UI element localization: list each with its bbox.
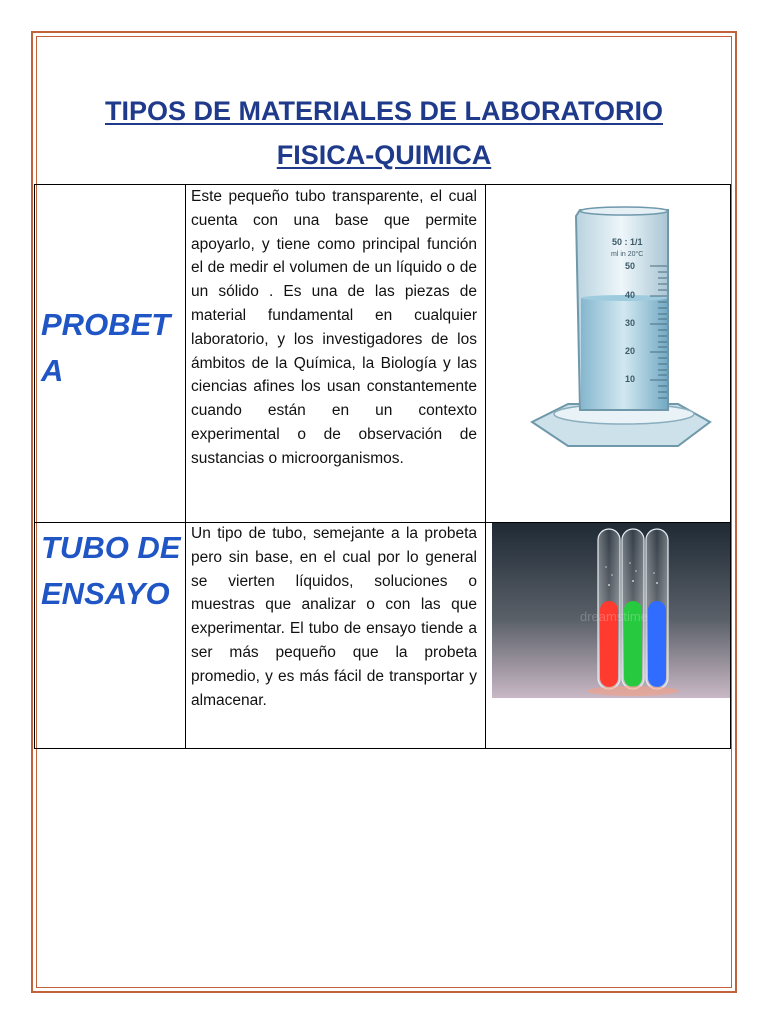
table-border-bottom [34,748,731,749]
table-col-divider-2 [485,184,486,749]
graduated-cylinder-image [528,200,713,455]
tick-label: 20 [625,346,636,356]
page-border-inner [36,36,732,988]
table-border-right [730,184,731,749]
description-probeta: Este pequeño tubo transparente, el cual cuenta con una base que permite apoyarlo, y tiene como principal función el de medir el volumen de un líquido o de un sólido . Es una de las piezas de material fundamental en cualquier laboratorio, y los investigadores de los ámbitos de la Química, la Biología y las ciencias afines los usan constantemente cuando están en un contexto experimental o de observación de sustancias o microorganismos. [191,188,477,467]
description-tubo-de-ensayo: Un tipo de tubo, semejante a la probeta pero sin base, en el cual por lo general se vierten líquidos, soluciones o muestras que analizar o con las que experimentar. El tubo de ensayo tiende a ser más pequeño que la probeta promedio, y es más fácil de transportar y almacenar. [191,525,477,709]
tube-liquid [648,601,666,687]
cylinder-sublabel: ml in 20°C [611,251,644,258]
graduated-cylinder-icon [528,200,713,455]
test-tubes-image [492,523,730,698]
page-title-line1: TIPOS DE MATERIALES DE LABORATORIO [104,96,664,126]
table-col-divider-1 [185,184,186,749]
term-line1: TUBO DE [41,530,181,565]
tick-label: 30 [625,318,636,328]
term-line1: PROBET [41,307,171,342]
term-line2: A [41,353,64,388]
term-line2: ENSAYO [41,576,170,611]
cylinder-label: 50 : 1/1 [612,237,643,247]
tick-label: 40 [625,290,636,300]
table-border-left [34,184,35,749]
test-tubes-icon [492,523,730,698]
term-probeta [41,302,181,394]
term-tubo-de-ensayo [41,525,181,617]
image-watermark: dreamstime [580,609,648,624]
tick-label: 50 [625,261,636,271]
tick-label: 10 [625,374,636,384]
page-title-line2: FISICA-QUIMICA [276,140,492,170]
